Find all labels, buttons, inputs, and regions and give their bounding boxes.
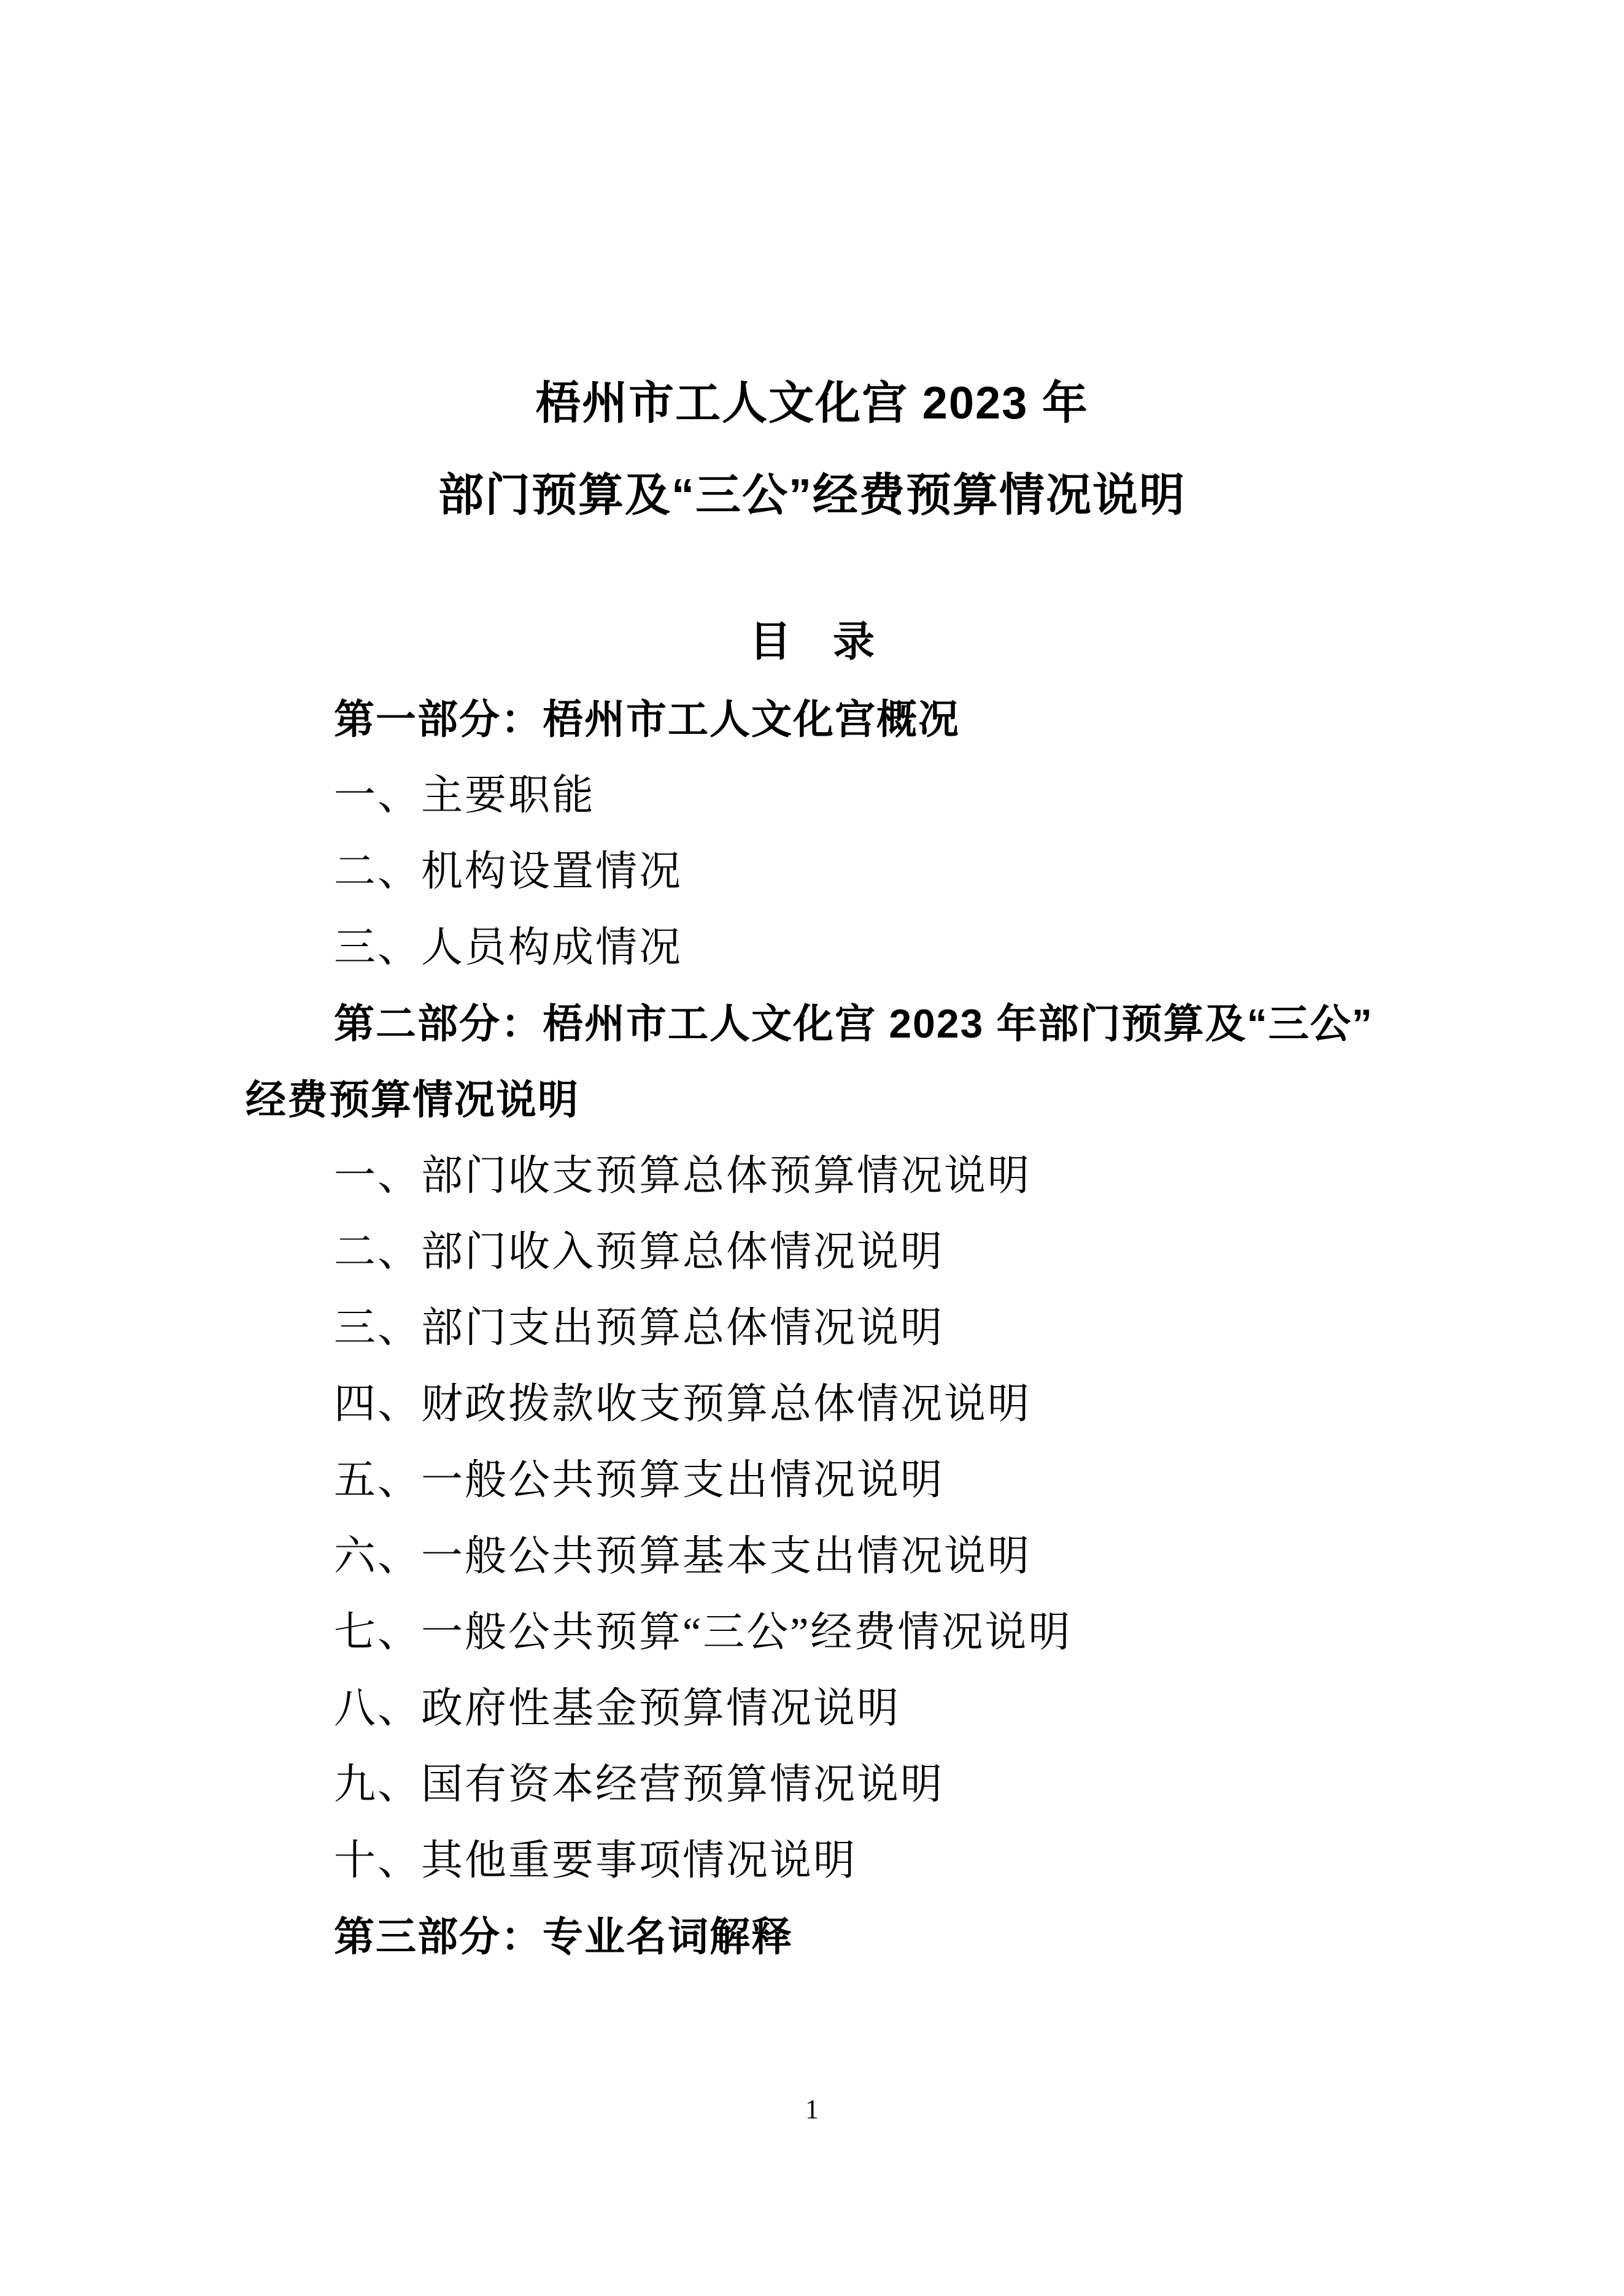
toc-item: 一、主要职能 xyxy=(334,772,596,819)
toc-item: 五、一般公共预算支出情况说明 xyxy=(334,1457,945,1503)
toc-item: 七、一般公共预算“三公”经费情况说明 xyxy=(334,1609,1072,1655)
toc-item: 三、部门支出预算总体情况说明 xyxy=(334,1304,945,1351)
toc-item: 一、部门收支预算总体预算情况说明 xyxy=(334,1152,1032,1199)
toc-heading: 目 录 xyxy=(749,618,875,665)
page-number: 1 xyxy=(805,2094,819,2124)
toc-item: 二、机构设置情况 xyxy=(334,848,683,895)
toc-list xyxy=(0,681,1624,1974)
page-footer xyxy=(0,2091,1624,2128)
toc-item: 二、部门收入预算总体情况说明 xyxy=(334,1228,945,1275)
toc-item: 四、财政拨款收支预算总体情况说明 xyxy=(334,1381,1032,1427)
toc-item: 第二部分：梧州市工人文化宫 2023 年部门预算及“三公” xyxy=(334,1001,1374,1046)
toc-item: 六、一般公共预算基本支出情况说明 xyxy=(334,1533,1032,1579)
toc-item: 第一部分：梧州市工人文化宫概况 xyxy=(334,696,960,742)
toc-item: 八、政府性基金预算情况说明 xyxy=(334,1685,901,1732)
document-title-line2: 部门预算及“三公”经费预算情况说明 xyxy=(438,469,1186,520)
toc-item: 三、人员构成情况 xyxy=(334,924,683,971)
toc-item: 经费预算情况说明 xyxy=(246,1077,579,1122)
document-title-line1: 梧州市工人文化宫 2023 年 xyxy=(535,377,1089,428)
toc-item: 九、国有资本经营预算情况说明 xyxy=(334,1761,945,1808)
toc-item: 第三部分：专业名词解释 xyxy=(334,1914,793,1959)
toc-item: 十、其他重要事项情况说明 xyxy=(334,1837,857,1884)
